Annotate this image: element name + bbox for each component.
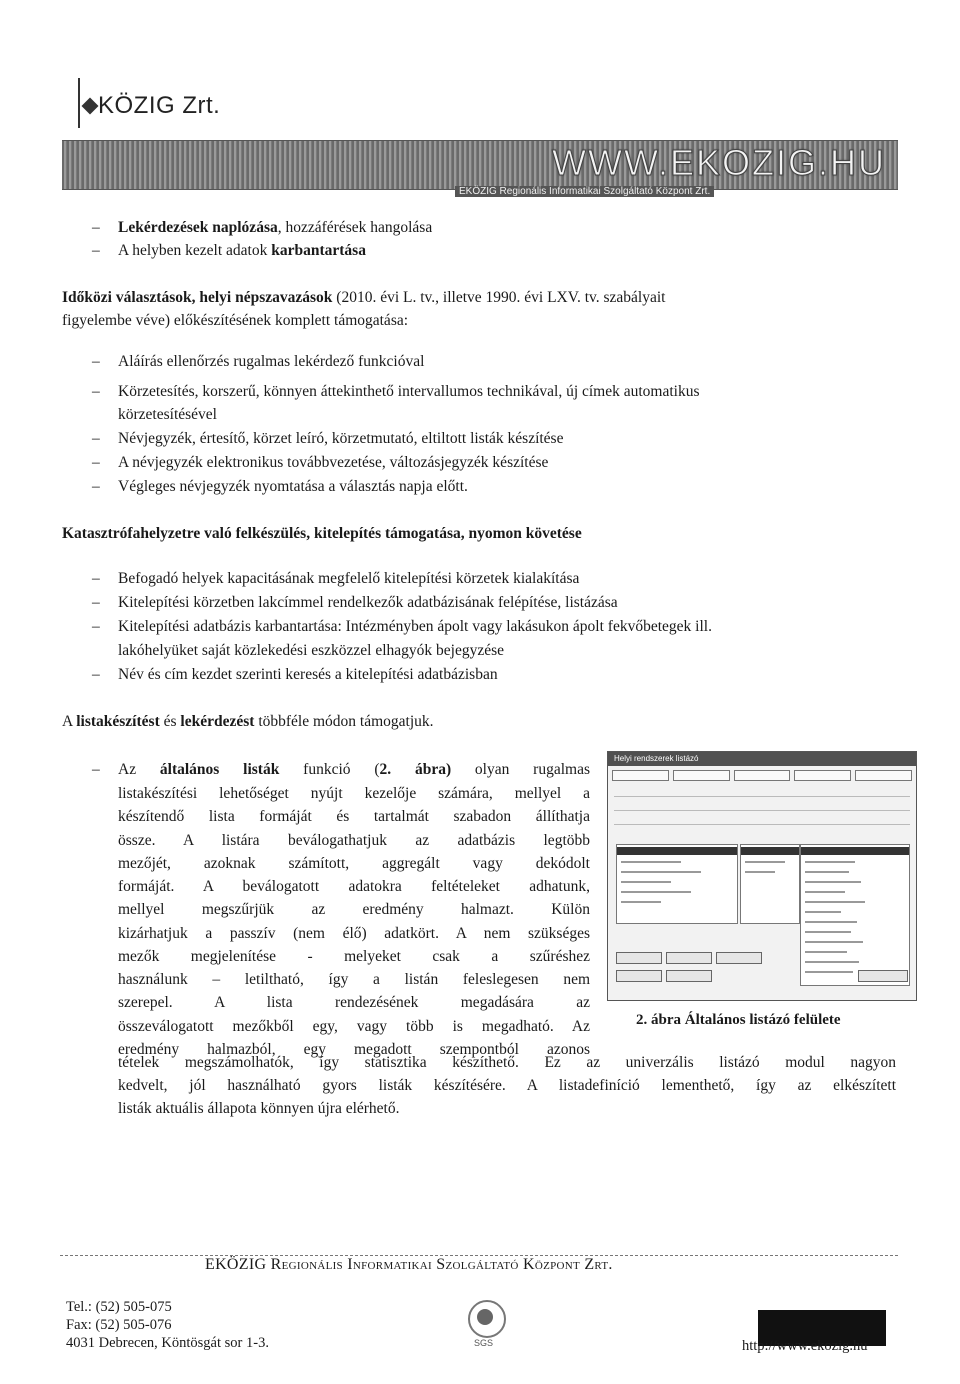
paragraph-line: készítendő lista formáját és tartalmát szabadon állíthatja — [118, 808, 590, 826]
list-dash: – — [92, 666, 100, 683]
figure-text-line — [805, 941, 863, 943]
seal-label: SGS — [474, 1338, 494, 1348]
list-item-segment: A helyben kezelt adatok — [118, 242, 272, 259]
paragraph-line: össze. A listára beválogathatjuk az adatbázis legtöbb — [118, 831, 590, 849]
figure-selected-row — [741, 847, 799, 855]
figure-text-line — [805, 891, 845, 893]
figure-list-ui — [607, 751, 917, 1001]
election-item: Névjegyzék, értesítő, körzet leíró, körzetmutató, eltiltott listák készítése — [118, 430, 564, 447]
list-dash: – — [92, 219, 100, 236]
figure-text-line — [805, 961, 859, 963]
figure-text-line — [805, 971, 853, 973]
figure-button — [716, 952, 762, 964]
listing-paragraph-first — [118, 758, 590, 781]
paragraph-segment: funkció ( — [279, 761, 380, 778]
paragraph-line: használunk – letiltható, így a listán feleslegesen nem — [118, 971, 590, 988]
election-item: körzetesítésével — [118, 406, 217, 423]
disaster-item: Név és cím kezdet szerinti keresés a kitelepítési adatbázisban — [118, 666, 498, 683]
list-dash: – — [92, 761, 100, 778]
figure-tab — [673, 770, 730, 781]
paragraph-segment: általános listák — [159, 761, 280, 778]
figure-selected-row — [617, 847, 737, 855]
figure-tabs — [608, 766, 916, 783]
paragraph-line: mezők megjelenítése - melyeket csak a szűréshez — [118, 947, 590, 965]
figure-text-line — [745, 871, 775, 873]
figure-text-line — [805, 901, 865, 903]
election-item: Aláírás ellenőrzés rugalmas lekérdező funkcióval — [118, 353, 425, 370]
figure-text-line — [805, 951, 847, 953]
seal-center-icon — [477, 1309, 493, 1325]
list-item-segment: Lekérdezések naplózása — [118, 219, 278, 236]
list-dash: – — [92, 570, 100, 587]
figure-row — [614, 800, 910, 811]
disaster-item: Kitelepítési körzetben lakcímmel rendelkezők adatbázisának felépítése, listázása — [118, 594, 618, 611]
figure-text-line — [745, 861, 785, 863]
footer-url[interactable]: http://www.ekozig.hu — [742, 1338, 868, 1354]
listing-paragraph-last: listák aktuális állapota könnyen újra elérhető. — [118, 1100, 400, 1117]
list-dash: – — [92, 478, 100, 495]
figure-tab — [734, 770, 791, 781]
election-heading-line2: figyelembe véve) előkészítésének komplett támogatása: — [62, 312, 409, 329]
figure-window-title: Helyi rendszerek listázó — [608, 752, 916, 766]
disaster-item: Kitelepítési adatbázis karbantartása: Intézményben ápolt vagy lakásukon ápolt fekvőbetegek ill. — [118, 618, 712, 635]
figure-selected-row — [801, 847, 909, 855]
list-dash: – — [92, 353, 100, 370]
paragraph-segment: olyan rugalmas — [451, 761, 590, 778]
figure-text-line — [621, 881, 671, 883]
figure-row — [614, 786, 910, 797]
paragraph-segment: 2. ábra) — [379, 761, 452, 778]
figure-text-line — [805, 881, 861, 883]
list-dash: – — [92, 594, 100, 611]
figure-tab — [794, 770, 851, 781]
paragraph-line: kizárhatjuk a passzív (nem élő) adatkört. A nem szükséges — [118, 924, 590, 942]
figure-row — [614, 814, 910, 825]
list-dash: – — [92, 242, 100, 259]
figure-text-line — [805, 871, 849, 873]
list-item — [118, 216, 432, 239]
listing-intro: A listakészítést és lekérdezést többféle módon támogatjuk. — [62, 713, 434, 730]
footer-address: 4031 Debrecen, Köntösgát sor 1-3. — [66, 1335, 269, 1351]
banner-subtitle: EKÖZIG Regionális Informatikai Szolgáltató Központ Zrt. — [455, 186, 714, 197]
disaster-heading: Katasztrófahelyzetre való felkészülés, kitelepítés támogatása, nyomon követése — [62, 525, 582, 542]
figure-text-line — [621, 891, 691, 893]
paragraph-line: mezőjét, azoknak számított, aggregált vagy dekódolt — [118, 854, 590, 872]
election-item: A névjegyzék elektronikus továbbvezetése, változásjegyzék készítése — [118, 454, 549, 471]
figure-text-line — [805, 921, 857, 923]
figure-condition-list — [740, 844, 800, 924]
election-heading: Időközi választások, helyi népszavazások (2010. évi L. tv., illetve 1990. évi LXV. tv. szabályait — [62, 289, 666, 306]
paragraph-line: eredmény halmazból, egy megadott szempontból azonos — [118, 1040, 590, 1058]
paragraph-line: összeválogatott mezőkből egy, vagy több is megadható. Az — [118, 1017, 590, 1035]
banner-url: WWW.EKOZIG.HU — [552, 142, 886, 183]
figure-text-line — [805, 861, 855, 863]
disaster-item: Befogadó helyek kapacitásának megfelelő kitelepítési körzetek kialakítása — [118, 570, 580, 587]
footer-contact — [66, 1298, 269, 1352]
figure-text-line — [621, 901, 661, 903]
paragraph-line: szerepel. A lista rendezésének megadására az — [118, 994, 590, 1012]
company-logo: KÖZIG Zrt. — [98, 92, 221, 119]
paragraph-line: kedvelt, jól használható gyors listák készítésére. A listadefiníció lementhető, így az elkészített — [118, 1077, 896, 1094]
disaster-item: lakóhelyüket saját közlekedési eszközzel elhagyók bejegyzése — [118, 642, 505, 659]
paragraph-line: tételek megszámolhatók, így statisztika készíthető. Ez az univerzális listázó modul nagyon — [118, 1054, 896, 1071]
figure-text-line — [805, 911, 841, 913]
footer-tel: Tel.: (52) 505-075 — [66, 1299, 172, 1315]
election-item: Végleges névjegyzék nyomtatása a választás napja előtt. — [118, 478, 468, 495]
list-item-segment: , hozzáférések hangolása — [277, 219, 433, 236]
list-dash: – — [92, 430, 100, 447]
list-item-segment: karbantartása — [271, 242, 366, 259]
paragraph-line: formáját. A beválogatott adatokra feltételeket adhatunk, — [118, 878, 590, 895]
figure-button — [616, 970, 662, 982]
figure-tab — [855, 770, 912, 781]
list-dash: – — [92, 454, 100, 471]
election-item: Körzetesítés, korszerű, könnyen áttekinthető intervallumos technikával, új címek automatikus — [118, 383, 700, 400]
footer-fax: Fax: (52) 505-076 — [66, 1317, 172, 1333]
paragraph-segment: Az — [118, 761, 160, 778]
paragraph-line: listakészítési lehetőséget nyújt kezelője számára, mellyel a — [118, 785, 590, 802]
figure-output-list — [800, 844, 910, 986]
list-dash: – — [92, 383, 100, 400]
figure-text-line — [621, 871, 701, 873]
figure-text-line — [805, 931, 851, 933]
figure-tab — [612, 770, 669, 781]
figure-text-line — [621, 861, 681, 863]
list-dash: – — [92, 618, 100, 635]
list-item — [118, 239, 366, 262]
footer-company: EKÖZIG Regionális Informatikai Szolgáltató Központ Zrt. — [205, 1256, 613, 1273]
figure-button — [666, 952, 712, 964]
figure-caption: 2. ábra Általános listázó felülete — [636, 1012, 841, 1028]
figure-button — [616, 952, 662, 964]
paragraph-line: mellyel megszűrjük az eredmény halmazt. Külön — [118, 901, 590, 919]
figure-field-list — [616, 844, 738, 924]
figure-button — [858, 970, 908, 982]
figure-button — [666, 970, 712, 982]
